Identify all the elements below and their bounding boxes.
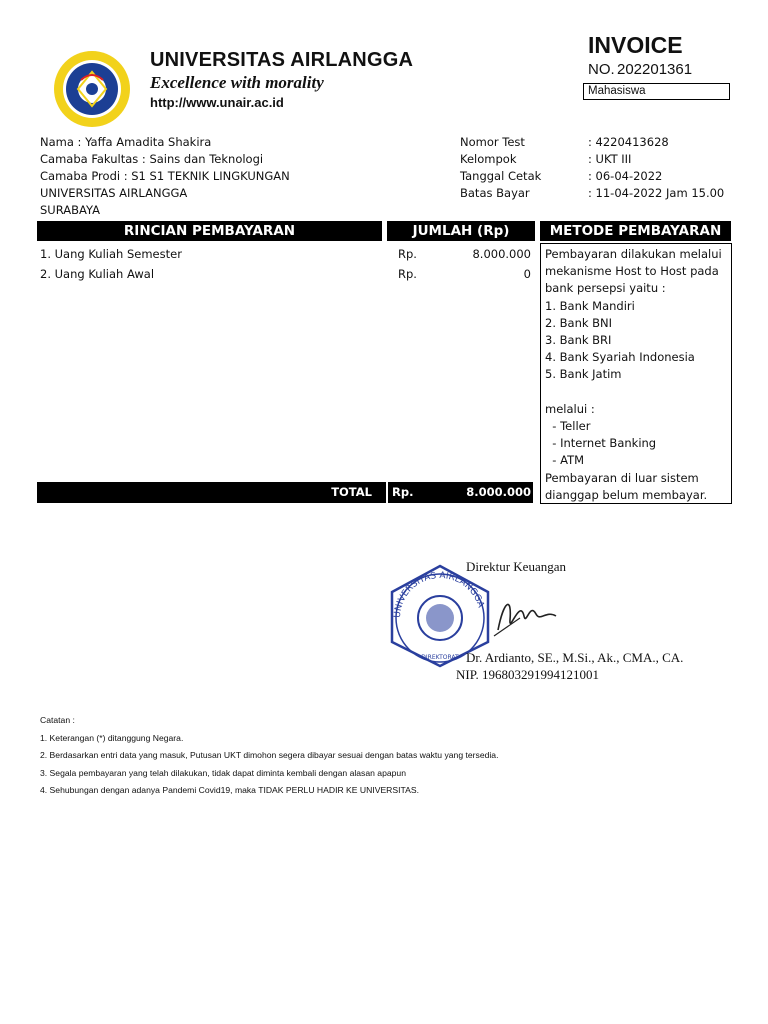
test-number: : 4220413628: [588, 135, 669, 149]
signatory-nip: NIP. 196803291994121001: [456, 667, 600, 682]
student-university: UNIVERSITAS AIRLANGGA: [40, 186, 188, 200]
notes-heading: Catatan :: [40, 715, 75, 725]
note-line: 4. Sehubungan dengan adanya Pandemi Covid19, maka TIDAK PERLU HADIR KE UNIVERSITAS.: [40, 785, 419, 795]
method-line: - ATM: [545, 453, 585, 468]
detail-label: Kelompok: [460, 152, 517, 166]
signatory-name: Dr. Ardianto, SE., M.Si., Ak., CMA., CA.: [466, 650, 684, 665]
method-line: 1. Bank Mandiri: [545, 298, 635, 313]
detail-label: Batas Bayar: [460, 186, 530, 200]
university-url[interactable]: http://www.unair.ac.id: [150, 95, 284, 110]
note-line: 2. Berdasarkan entri data yang masuk, Putusan UKT dimohon segera dibayar sesuai dengan batas waktu yang tersedia.: [40, 750, 499, 760]
payment-method-box: [540, 243, 732, 504]
handwritten-signature: [490, 590, 560, 640]
university-motto: Excellence with morality: [150, 73, 324, 92]
total-amount: 8.000.000: [466, 485, 531, 499]
method-line: mekanisme Host to Host pada: [545, 264, 719, 279]
item-amount: 0: [523, 267, 531, 281]
university-name: UNIVERSITAS AIRLANGGA: [150, 49, 414, 71]
item-description: 1. Uang Kuliah Semester: [40, 247, 182, 261]
item-currency: Rp.: [398, 247, 417, 261]
total-currency: Rp.: [392, 485, 414, 499]
note-line: 3. Segala pembayaran yang telah dilakukan, tidak dapat diminta kembali dengan alasan apapun: [40, 767, 406, 778]
item-currency: Rp.: [398, 267, 417, 281]
method-line: dianggap belum membayar.: [545, 487, 708, 502]
method-line: 5. Bank Jatim: [545, 367, 622, 382]
invoice-title: INVOICE: [588, 32, 683, 58]
method-line: bank persepsi yaitu :: [545, 281, 666, 296]
amount-header: JUMLAH (Rp): [387, 221, 535, 241]
method-line: Pembayaran dilakukan melalui: [545, 247, 722, 261]
student-info: [40, 134, 430, 219]
student-city: SURABAYA: [40, 203, 100, 217]
detail-values: [588, 134, 758, 202]
group-value: : UKT III: [588, 152, 632, 166]
university-logo: [53, 50, 131, 128]
method-line: - Internet Banking: [545, 436, 657, 451]
total-label: TOTAL: [331, 485, 372, 499]
student-program: Camaba Prodi : S1 S1 TEKNIK LINGKUNGAN: [40, 169, 290, 183]
method-line: 3. Bank BRI: [545, 333, 612, 348]
detail-labels: [460, 134, 590, 202]
payment-deadline: : 11-04-2022 Jam 15.00: [588, 186, 725, 200]
method-line: 2. Bank BNI: [545, 315, 613, 330]
payment-details-header: RINCIAN PEMBAYARAN: [37, 221, 382, 241]
print-date: : 06-04-2022: [588, 169, 663, 183]
note-line: 1. Keterangan (*) ditanggung Negara.: [40, 732, 184, 743]
item-description: 2. Uang Kuliah Awal: [40, 267, 155, 281]
method-line: Pembayaran di luar sistem: [545, 470, 699, 485]
stamp-bottom-text: DIREKTORAT: [421, 654, 459, 661]
payment-method-header: METODE PEMBAYARAN: [540, 221, 731, 241]
method-line: melalui :: [545, 401, 595, 416]
item-amount: 8.000.000: [472, 247, 531, 261]
method-line: - Teller: [545, 419, 591, 434]
invoice-type-box: Mahasiswa: [583, 83, 730, 100]
student-name: Nama : Yaffa Amadita Shakira: [40, 135, 212, 149]
stamp-arc-text: UNIVERSITAS AIRLANGGA: [392, 570, 486, 619]
student-faculty: Camaba Fakultas : Sains dan Teknologi: [40, 152, 264, 166]
invoice-number-label: NO.: [588, 61, 615, 78]
detail-label: Nomor Test: [460, 135, 525, 149]
signature-title: Direktur Keuangan: [466, 559, 566, 574]
method-line: 4. Bank Syariah Indonesia: [545, 350, 695, 365]
detail-label: Tanggal Cetak: [460, 169, 542, 183]
invoice-number: 202201361: [617, 61, 693, 78]
total-divider: [386, 482, 388, 503]
notes-section: [40, 712, 498, 800]
method-line: [545, 384, 727, 401]
